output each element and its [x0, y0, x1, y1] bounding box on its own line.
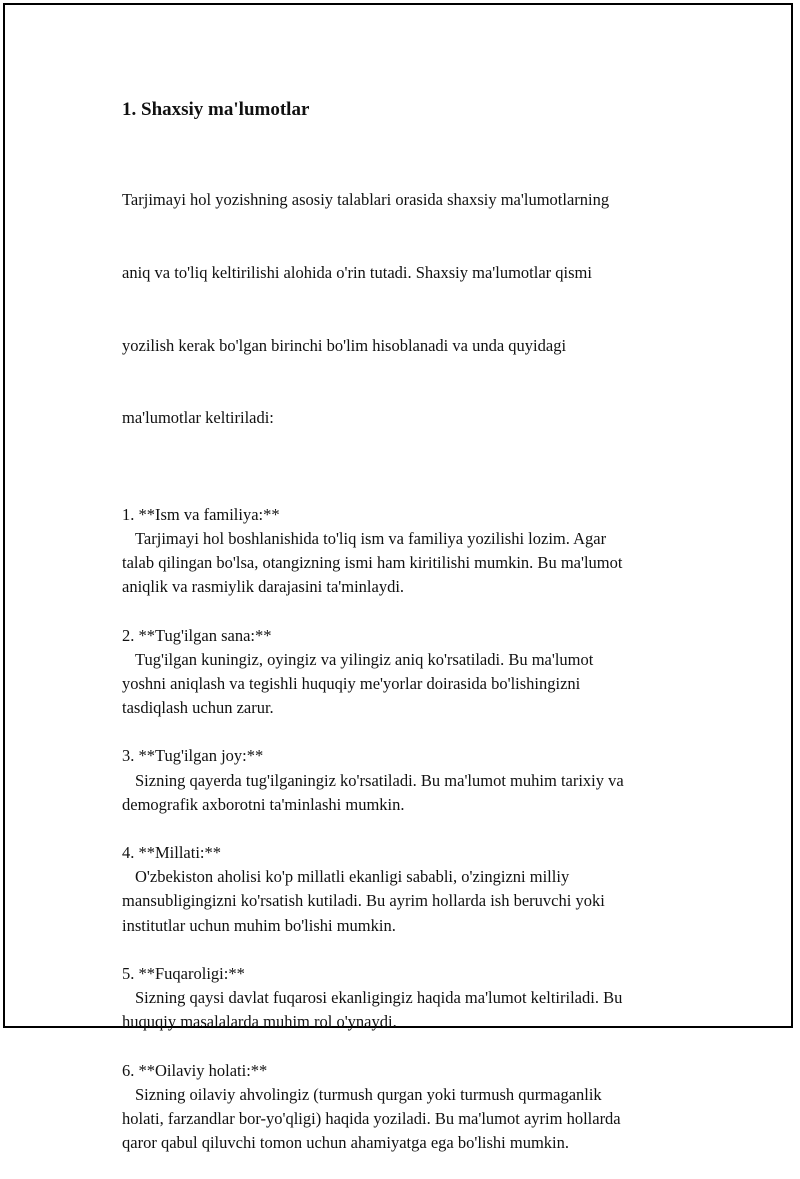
intro-line: aniq va to'liq keltirilishi alohida o'rin tutadi. Shaxsiy ma'lumotlar qismi [122, 263, 592, 283]
list-item-title: 2. **Tug'ilgan sana:** [122, 625, 272, 645]
intro-paragraph [122, 140, 692, 479]
list-item [122, 841, 692, 938]
list-item-title: 6. **Oilaviy holati:** [122, 1060, 268, 1080]
list-item-title: 1. **Ism va familiya:** [122, 504, 280, 524]
list-item-line [122, 527, 692, 551]
list-item-text: Sizning qayerda tug'ilganingiz ko'rsatiladi. Bu ma'lumot muhim tarixiy va [135, 770, 624, 790]
list-item-text: O'zbekiston aholisi ko'p millatli ekanligi sababli, o'zingizni milliy [135, 867, 570, 887]
list-item-line [122, 672, 692, 696]
list-item-line [122, 865, 692, 889]
list-item-title: 5. **Fuqaroligi:** [122, 963, 245, 983]
list-item-text: qaror qabul qiluvchi tomon uchun ahamiyatga ega bo'lishi mumkin. [122, 1133, 570, 1153]
document-content [122, 97, 692, 1179]
list-item [122, 962, 692, 1035]
list-item-text: Tarjimayi hol boshlanishida to'liq ism va familiya yozilishi lozim. Agar [135, 529, 607, 549]
list-item [122, 503, 692, 600]
list-item-text: Sizning oilaviy ahvolingiz (turmush qurgan yoki turmush qurmaganlik [135, 1084, 602, 1104]
list-item-text: holati, farzandlar bor-yo'qligi) haqida yoziladi. Bu ma'lumot ayrim hollarda [122, 1108, 621, 1128]
intro-line: yozilish kerak bo'lgan birinchi bo'lim hisoblanadi va unda quyidagi [122, 335, 567, 355]
list-item [122, 744, 692, 817]
list-item-line [122, 551, 692, 575]
list-item-line [122, 793, 692, 817]
list-item-title: 4. **Millati:** [122, 843, 221, 863]
list-item-line [122, 1010, 692, 1034]
list-item-line [122, 889, 692, 913]
list-item-line [122, 575, 692, 599]
section-heading: 1. Shaxsiy ma'lumotlar [122, 99, 310, 120]
list-item-title: 3. **Tug'ilgan joy:** [122, 746, 264, 766]
page-frame [3, 3, 793, 1153]
list-item-text: demografik axborotni ta'minlashi mumkin. [122, 794, 405, 814]
list-item-text: tasdiqlash uchun zarur. [122, 698, 274, 718]
list-item-line [122, 1107, 692, 1131]
intro-line: ma'lumotlar keltiriladi: [122, 408, 274, 428]
list-item [122, 1059, 692, 1156]
list-item-text: institutlar uchun muhim bo'lishi mumkin. [122, 915, 396, 935]
list-item-line [122, 914, 692, 938]
list-item-text: huquqiy masalalarda muhim rol o'ynaydi. [122, 1012, 397, 1032]
list-item-text: Tug'ilgan kuningiz, oyingiz va yilingiz aniq ko'rsatiladi. Bu ma'lumot [135, 649, 594, 669]
list-item-text: talab qilingan bo'lsa, otangizning ismi ham kiritilishi mumkin. Bu ma'lumot [122, 553, 623, 573]
list-item-text: yoshni aniqlash va tegishli huquqiy me'yorlar doirasida bo'lishingizni [122, 674, 581, 694]
list-item-line [122, 986, 692, 1010]
intro-line: Tarjimayi hol yozishning asosiy talablari orasida shaxsiy ma'lumotlarning [122, 190, 610, 210]
list-item-text: mansubligingizni ko'rsatish kutiladi. Bu ayrim hollarda ish beruvchi yoki [122, 891, 605, 911]
list-item-line [122, 1083, 692, 1107]
list-item-text: Sizning qaysi davlat fuqarosi ekanligingiz haqida ma'lumot keltiriladi. Bu [135, 988, 623, 1008]
list-item-line [122, 696, 692, 720]
items-list [122, 503, 692, 1155]
list-item-line [122, 648, 692, 672]
list-item-line [122, 769, 692, 793]
list-item [122, 624, 692, 721]
list-item-text: aniqlik va rasmiylik darajasini ta'minlaydi. [122, 577, 405, 597]
list-item-line [122, 1131, 692, 1155]
